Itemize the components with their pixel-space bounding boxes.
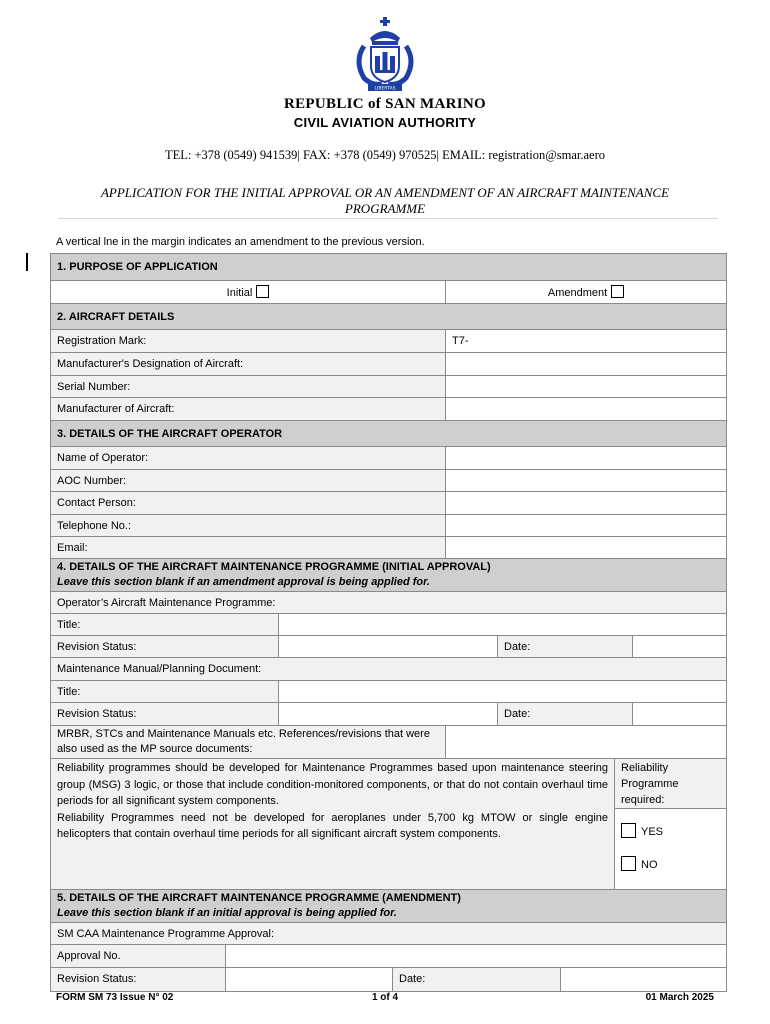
amp-date-field[interactable] — [633, 636, 727, 658]
approval-date-field[interactable] — [561, 968, 726, 991]
approval-revision-label: Revision Status: — [51, 968, 226, 991]
registration-mark-field[interactable]: T7- — [446, 330, 727, 353]
footer-page-number: 1 of 4 — [371, 992, 399, 1003]
section-4-instruction: Leave this section blank if an amendment approval is being applied for. — [57, 576, 430, 588]
amp-revision-label: Revision Status: — [51, 636, 279, 658]
mm-title-field[interactable] — [279, 681, 727, 703]
crest-motto: LIBERTAS — [374, 86, 396, 92]
aoc-number-label: AOC Number: — [51, 470, 446, 492]
contact-person-field[interactable] — [446, 492, 727, 515]
section-4-heading — [51, 559, 727, 592]
mm-revision-label: Revision Status: — [51, 703, 279, 726]
manufacturer-designation-field[interactable] — [446, 353, 727, 376]
aoc-number-field[interactable] — [446, 470, 727, 492]
application-title: APPLICATION FOR THE INITIAL APPROVAL OR AN AMENDMENT OF AN AIRCRAFT MAINTENANCE PROGRAMME — [100, 185, 670, 216]
no-label: NO — [641, 859, 658, 871]
initial-label: Initial — [226, 287, 253, 299]
authority-title: CIVIL AVIATION AUTHORITY — [293, 115, 477, 130]
mm-revision-field[interactable] — [279, 703, 498, 726]
reliability-yes-option[interactable] — [621, 816, 720, 849]
references-label: MRBR, STCs and Maintenance Manuals etc. References/revisions that were also used as the MP source documents: — [51, 726, 446, 759]
serial-number-label: Serial Number: — [51, 376, 446, 398]
manufacturer-label: Manufacturer of Aircraft: — [51, 398, 446, 421]
footer-date: 01 March 2025 — [645, 992, 714, 1003]
contact-line: TEL: +378 (0549) 941539| FAX: +378 (0549) 970525| EMAIL: registration@smar.aero — [164, 148, 606, 162]
reliability-guidance — [51, 759, 615, 890]
approval-row — [51, 945, 727, 968]
republic-title: REPUBLIC of SAN MARINO — [283, 96, 487, 112]
email-field[interactable] — [446, 537, 727, 559]
footer-form-id: FORM SM 73 Issue N° 02 — [56, 992, 174, 1003]
no-checkbox[interactable] — [621, 856, 636, 871]
reliability-options — [615, 809, 727, 890]
serial-number-field[interactable] — [446, 376, 727, 398]
reliability-guidance-1: Reliability programmes should be developed for Maintenance Programmes based upon maintenance steering group (MSG) 3 logic, or those that include condition-monitored components, or that do not contain overhaul time periods for all significant system components. — [57, 762, 608, 807]
approval-no-label: Approval No. — [51, 945, 226, 967]
coat-of-arms-logo — [352, 16, 418, 94]
manufacturer-field[interactable] — [446, 398, 727, 421]
telephone-field[interactable] — [446, 515, 727, 537]
mm-title-label: Title: — [51, 681, 279, 703]
yes-label: YES — [641, 826, 664, 838]
contact-person-label: Contact Person: — [51, 492, 446, 515]
reliability-guidance-2: Reliability Programmes need not be developed for aeroplanes under 5,700 kg MTOW or single engine helicopters that contain overhaul time periods for all significant aircraft system components. — [57, 811, 608, 840]
mm-heading: Maintenance Manual/Planning Document: — [51, 658, 727, 681]
section-1-heading: 1. PURPOSE OF APPLICATION — [51, 254, 727, 281]
approval-no-field[interactable] — [226, 945, 726, 967]
section-2-heading: 2. AIRCRAFT DETAILS — [51, 304, 727, 330]
operator-name-label: Name of Operator: — [51, 447, 446, 470]
amp-date-label: Date: — [498, 636, 633, 658]
telephone-label: Telephone No.: — [51, 515, 446, 537]
approval-revision-field[interactable] — [226, 968, 393, 991]
section-3-heading: 3. DETAILS OF THE AIRCRAFT OPERATOR — [51, 421, 727, 447]
yes-checkbox[interactable] — [621, 823, 636, 838]
section-5-instruction: Leave this section blank if an initial approval is being applied for. — [57, 907, 397, 919]
amp-title-label: Title: — [51, 614, 279, 636]
email-label: Email: — [51, 537, 446, 559]
section-5-title: 5. DETAILS OF THE AIRCRAFT MAINTENANCE PROGRAMME (AMENDMENT) — [57, 892, 461, 904]
mm-date-field[interactable] — [633, 703, 727, 726]
amendment-note: A vertical lne in the margin indicates an amendment to the previous version. — [56, 236, 425, 248]
amendment-label: Amendment — [547, 287, 608, 299]
manufacturer-designation-label: Manufacturer's Designation of Aircraft: — [51, 353, 446, 376]
section-5-heading — [51, 890, 727, 923]
amendment-checkbox[interactable] — [611, 285, 624, 298]
divider — [58, 218, 718, 219]
section-4-title: 4. DETAILS OF THE AIRCRAFT MAINTENANCE PROGRAMME (INITIAL APPROVAL) — [57, 561, 491, 573]
reliability-required-label: Reliability Programme required: — [615, 759, 727, 809]
amp-revision-field[interactable] — [279, 636, 498, 658]
amp-heading: Operator’s Aircraft Maintenance Programme: — [51, 592, 727, 614]
mm-date-label: Date: — [498, 703, 633, 726]
registration-mark-label: Registration Mark: — [51, 330, 446, 353]
application-form — [50, 253, 727, 992]
amendment-margin-bar — [26, 253, 28, 271]
amendment-option[interactable] — [446, 281, 727, 304]
amp-title-field[interactable] — [279, 614, 727, 636]
initial-checkbox[interactable] — [256, 285, 269, 298]
reliability-no-option[interactable] — [621, 849, 720, 882]
approval-date-label: Date: — [393, 968, 561, 991]
operator-name-field[interactable] — [446, 447, 727, 470]
approval-revision-row — [51, 968, 727, 992]
initial-option[interactable] — [51, 281, 446, 304]
approval-heading: SM CAA Maintenance Programme Approval: — [51, 923, 727, 945]
references-field[interactable] — [446, 726, 727, 759]
